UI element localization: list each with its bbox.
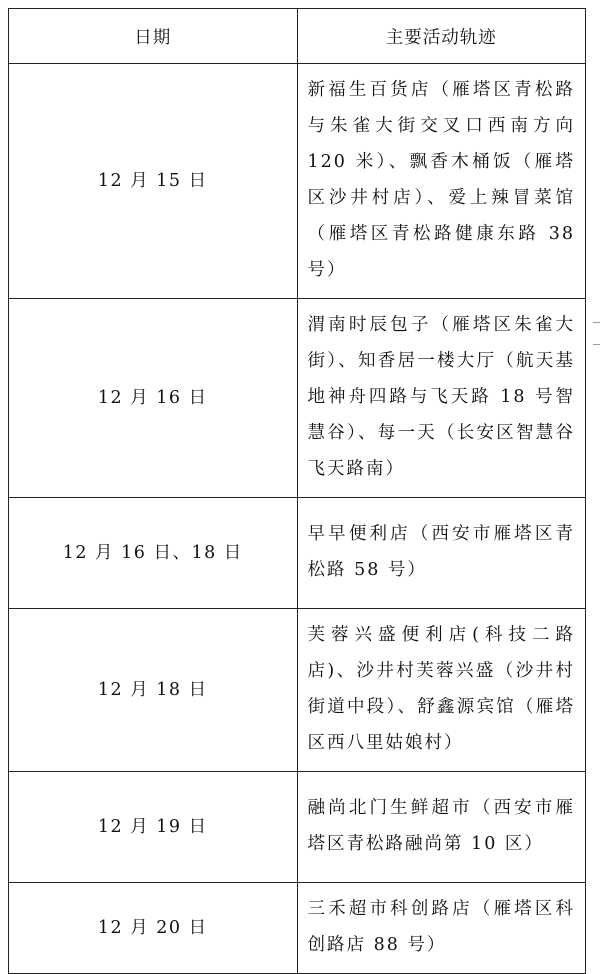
date-cell: 12 月 15 日 xyxy=(9,64,298,299)
date-cell: 12 月 16 日、18 日 xyxy=(9,498,298,609)
table-row xyxy=(9,299,586,498)
activity-cell: 芙蓉兴盛便利店(科技二路店)、沙井村芙蓉兴盛（沙井村街道中段）、舒鑫源宾馆（雁塔区西八里姑娘村） xyxy=(297,609,586,772)
table-row xyxy=(9,609,586,772)
activity-cell: 三禾超市科创路店（雁塔区科创路店 88 号） xyxy=(297,883,586,974)
date-cell: 12 月 16 日 xyxy=(9,299,298,498)
header-activity: 主要活动轨迹 xyxy=(297,9,586,64)
activity-trace-table xyxy=(8,8,586,974)
activity-cell: 融尚北门生鲜超市（西安市雁塔区青松路融尚第 10 区） xyxy=(297,772,586,883)
table-header xyxy=(9,9,586,64)
table-row xyxy=(9,883,586,974)
table-row xyxy=(9,772,586,883)
date-cell: 12 月 18 日 xyxy=(9,609,298,772)
header-row xyxy=(9,9,586,64)
table-row xyxy=(9,64,586,299)
activity-cell: 渭南时辰包子（雁塔区朱雀大街）、知香居一楼大厅（航天基地神舟四路与飞天路 18 号智慧谷）、每一天（长安区智慧谷飞天路南） xyxy=(297,299,586,498)
date-cell: 12 月 20 日 xyxy=(9,883,298,974)
activity-cell: 新福生百货店（雁塔区青松路与朱雀大街交叉口西南方向 120 米）、飘香木桶饭（雁塔区沙井村店）、爱上辣冒菜馆（雁塔区青松路健康东路 38 号） xyxy=(297,64,586,299)
header-date: 日期 xyxy=(9,9,298,64)
table-body xyxy=(9,64,586,974)
edge-tick xyxy=(593,344,600,345)
activity-cell: 早早便利店（西安市雁塔区青松路 58 号） xyxy=(297,498,586,609)
table-row xyxy=(9,498,586,609)
date-cell: 12 月 19 日 xyxy=(9,772,298,883)
edge-tick xyxy=(593,322,600,323)
